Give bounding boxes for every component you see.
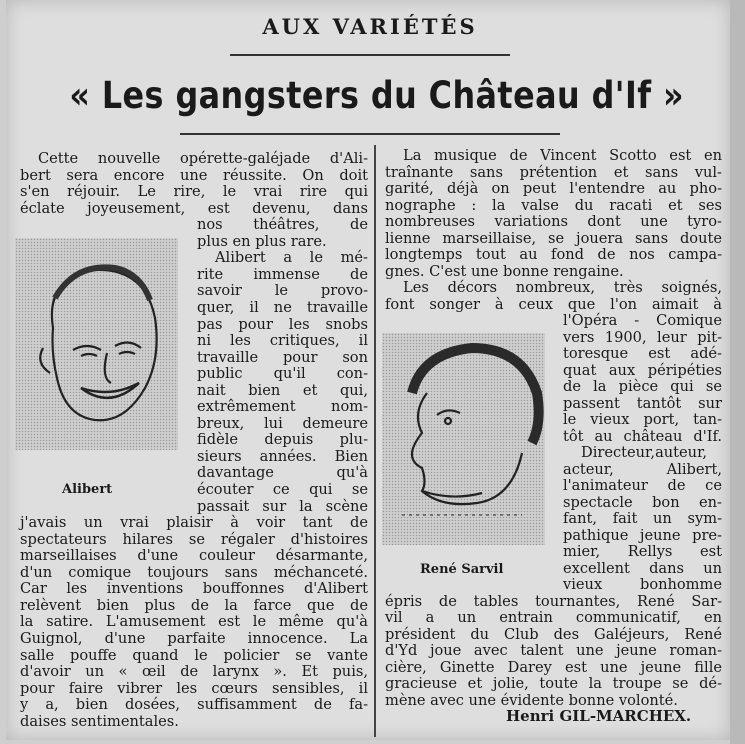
alibert-caricature: [15, 238, 178, 450]
text-line: gnes. C'est une bonne rengaine.: [385, 262, 624, 280]
text-line: ni les critiques, il: [197, 332, 368, 350]
alibert-face-drawing: [15, 238, 178, 450]
text-line: salle pouffe quand le policier se vante: [20, 646, 368, 664]
text-line: éclate joyeusement, est devenu, dans: [20, 199, 368, 217]
text-line: Directeur,auteur,: [581, 444, 708, 461]
page-edge: [730, 0, 745, 744]
text-line: président du Club des Galéjeurs, René: [385, 625, 722, 643]
text-line: mier, Rellys est: [563, 543, 722, 560]
text-line: j'avais un vrai plaisir à voir tant de: [20, 514, 368, 532]
article-title: « Les gangsters du Château d'If »: [69, 74, 684, 117]
text-line: vil a un entrain communicatif, en: [385, 609, 722, 626]
text-line: acteur, Alibert,: [563, 460, 722, 478]
text-line: pour faire vibrer les cœurs sensibles, il: [20, 679, 368, 697]
text-line: spectacle bon en-: [563, 493, 722, 511]
text-line: tôt au château d'If.: [563, 427, 722, 445]
text-line: épris de tables tournantes, René Sar-: [385, 592, 722, 610]
text-line: d'avoir un « œil de larynx ». Et puis,: [20, 663, 368, 681]
text-line: le vieux port, tan-: [563, 411, 722, 428]
text-line: traînante sans prétention et sans vul-: [385, 163, 722, 181]
text-line: passent tantôt sur: [563, 394, 722, 412]
text-line: bert sera encore une réussite. On doit: [20, 166, 368, 184]
text-line: nombreuses variations dont une tyro-: [385, 213, 722, 230]
text-line: l'Opéra - Comique: [563, 312, 722, 329]
text-line: plus en plus rare.: [197, 232, 327, 250]
text-line: Les décors nombreux, très soignés,: [403, 279, 722, 296]
text-line: travaille pour son: [197, 348, 368, 366]
kicker-rule: [230, 54, 510, 56]
text-line: gracieuse et jolie, toute la troupe se dé-: [385, 675, 722, 692]
text-line: davantage qu'à: [197, 464, 368, 482]
text-line: l'animateur de ce: [563, 477, 722, 494]
text-line: la satire. L'amusement est le même qu'à: [20, 613, 368, 631]
text-line: marseillaises d'une couleur désarmante,: [20, 547, 368, 565]
text-line: quer, il ne travaille: [197, 298, 368, 316]
text-line: rite immense de: [197, 265, 368, 283]
text-line: relèvent bien plus de la farce que de: [20, 596, 368, 614]
text-line: breux, lui demeure: [197, 414, 368, 432]
text-line: cière, Ginette Darey est une jeune fille: [385, 658, 722, 676]
text-line: daises sentimentales.: [20, 712, 179, 730]
text-line: sieurs années. Bien: [197, 447, 368, 465]
text-line: pathique jeune pre-: [563, 526, 722, 544]
text-line: quat aux péripéties: [563, 361, 722, 379]
section-kicker: AUX VARIÉTÉS: [262, 14, 478, 39]
text-line: public qu'il con-: [197, 365, 368, 383]
text-line: spectateurs hilares se régaler d'histoires: [20, 530, 368, 548]
text-line: fant, fait un sym-: [563, 510, 722, 527]
text-line: vers 1900, leur pit-: [563, 328, 722, 346]
text-line: excellent dans un: [563, 559, 722, 577]
column-divider: [374, 145, 376, 737]
text-line: nait bien et qui,: [197, 381, 368, 399]
text-line: fidèle depuis plu-: [197, 431, 368, 449]
text-line: d'un comique toujours sans méchanceté.: [20, 563, 368, 581]
text-line: Alibert a le mé-: [215, 249, 368, 267]
text-line: font songer à ceux que l'on aimait à: [385, 295, 722, 313]
text-line: Cette nouvelle opérette-galéjade d'Ali-: [38, 150, 368, 167]
text-line: savoir le provo-: [197, 282, 368, 300]
author-signature: Henri GIL-MARCHEX.: [506, 707, 692, 725]
text-line: passait sur la scène: [197, 497, 368, 515]
text-line: d'Yd joue avec talent une jeune roman-: [385, 642, 722, 659]
text-line: La musique de Vincent Scotto est en: [403, 147, 722, 164]
text-line: de la pièce qui se: [563, 378, 722, 395]
text-line: Guignol, d'une parfaite innocence. La: [20, 629, 368, 647]
rene-sarvil-caricature: [382, 333, 545, 545]
text-line: pas pour les snobs: [197, 315, 368, 333]
text-line: toresque est adé-: [563, 345, 722, 362]
text-line: vieux bonhomme: [563, 576, 722, 593]
text-line: Car les inventions bouffonnes d'Alibert: [20, 580, 368, 598]
text-line: extrêmement nom-: [197, 398, 368, 416]
title-rule: [180, 133, 560, 135]
text-line: longtemps tout au fond de nos campa-: [385, 246, 722, 263]
text-line: y a, bien dosées, suffisamment de fa-: [20, 696, 368, 714]
text-line: lienne marseillaise, se jouera sans doute: [385, 229, 722, 247]
text-line: écouter ce qui se: [197, 481, 368, 498]
text-line: s'en réjouir. Le rire, le vrai rire qui: [20, 183, 368, 201]
sarvil-face-drawing: [382, 333, 545, 545]
rene-sarvil-caption: René Sarvil: [420, 562, 504, 577]
text-line: mène avec une évidente bonne volonté.: [385, 691, 678, 709]
alibert-caption: Alibert: [62, 482, 113, 497]
text-line: garité, déjà on peut l'entendre au pho-: [385, 180, 722, 197]
text-line: nographe : la valse du racati et ses: [385, 196, 722, 214]
text-line: nos théâtres, de: [197, 216, 368, 234]
